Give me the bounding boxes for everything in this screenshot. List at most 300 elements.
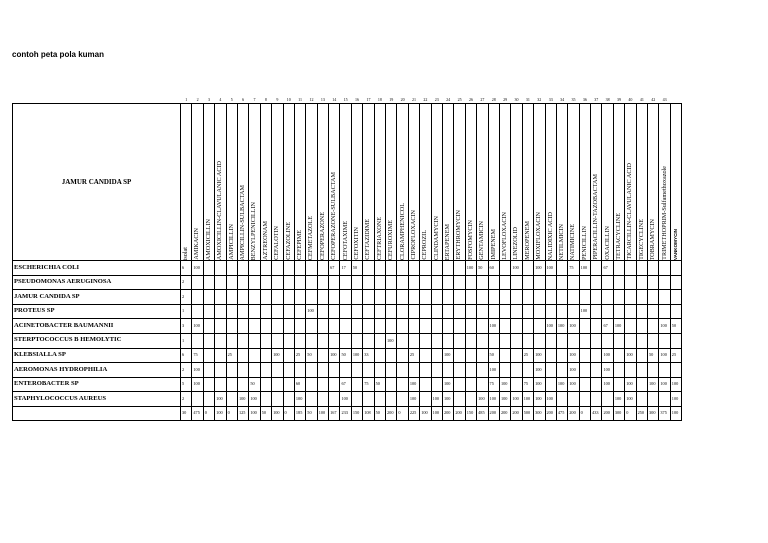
column-header [420,104,431,261]
total-cell: 125 [237,406,248,420]
susceptibility-cell [215,333,226,348]
susceptibility-cell: 100 [534,363,545,378]
column-header-label: AMPICILLIN-SULBACTAM [239,184,247,260]
total-cell: 200 [499,406,510,420]
total-cell: 50 [306,406,317,420]
susceptibility-cell [340,304,351,319]
susceptibility-cell [556,363,567,378]
column-header [659,104,670,261]
susceptibility-cell: 100 [477,392,488,407]
susceptibility-cell [545,304,556,319]
susceptibility-cell [294,275,305,290]
susceptibility-cell [237,261,248,276]
table-row [13,275,682,290]
column-header [431,104,442,261]
susceptibility-cell [636,275,647,290]
susceptibility-cell [579,319,590,334]
susceptibility-cell: 67 [602,319,613,334]
column-header [272,104,283,261]
susceptibility-cell: 100 [192,261,203,276]
susceptibility-cell: 75 [568,261,579,276]
susceptibility-cell [465,290,476,305]
susceptibility-cell [534,304,545,319]
organism-name: ENTEROBACTER SP [13,377,181,392]
susceptibility-cell [329,304,340,319]
susceptibility-cell [249,290,260,305]
total-cell: 200 [386,406,397,420]
susceptibility-cell: 25 [522,348,533,363]
susceptibility-cell [351,304,362,319]
susceptibility-cell [511,290,522,305]
susceptibility-cell [317,261,328,276]
susceptibility-cell: 100 [613,319,624,334]
susceptibility-cell: 1 [181,304,192,319]
susceptibility-cell [397,377,408,392]
susceptibility-cell: 100 [579,304,590,319]
susceptibility-cell [465,363,476,378]
susceptibility-cell [477,363,488,378]
susceptibility-cell [272,319,283,334]
susceptibility-cell [317,348,328,363]
susceptibility-cell [363,275,374,290]
column-header-label: CEFTRIAXONE [375,217,383,260]
total-cell: 150 [465,406,476,420]
susceptibility-cell [340,275,351,290]
susceptibility-cell [420,261,431,276]
susceptibility-cell [283,377,294,392]
total-cell: 0 [283,406,294,420]
susceptibility-cell [613,261,624,276]
column-header-label: CEPROZIL [421,230,429,260]
total-cell: 185 [294,406,305,420]
susceptibility-cell [272,363,283,378]
susceptibility-cell [249,275,260,290]
susceptibility-cell: 100 [340,392,351,407]
susceptibility-cell: 75 [192,348,203,363]
susceptibility-cell: 100 [488,319,499,334]
total-cell: 0 [579,406,590,420]
susceptibility-cell [351,363,362,378]
susceptibility-cell [215,290,226,305]
susceptibility-cell [408,333,419,348]
susceptibility-cell [477,377,488,392]
susceptibility-cell [317,392,328,407]
susceptibility-cell [408,363,419,378]
susceptibility-cell [306,377,317,392]
total-cell: 300 [613,406,624,420]
column-header-label: LEVOFLOXACIN [501,212,509,260]
susceptibility-cell [648,290,659,305]
column-number: 42 [651,97,656,102]
column-header-label: MOXIFLOXACIN [535,212,543,260]
susceptibility-cell: 100 [625,377,636,392]
column-header-label: AMPICILLIN [227,224,235,260]
susceptibility-cell: 100 [511,261,522,276]
susceptibility-cell: 100 [568,319,579,334]
susceptibility-cell [192,304,203,319]
column-header-label: TETRACYCLINE [614,213,622,260]
susceptibility-cell [442,275,453,290]
susceptibility-cell [613,275,624,290]
susceptibility-cell: 100 [534,392,545,407]
susceptibility-cell [215,275,226,290]
column-number: 15 [343,97,348,102]
susceptibility-cell [226,290,237,305]
column-header [488,104,499,261]
column-number: 5 [230,97,233,102]
column-header-label: TOBRAMYCIN [649,218,657,260]
table-row [13,348,682,363]
column-header-label: AMIKACIN [193,228,201,260]
susceptibility-cell [340,319,351,334]
susceptibility-cell [625,275,636,290]
susceptibility-cell [591,333,602,348]
susceptibility-cell [454,275,465,290]
susceptibility-cell [613,290,624,305]
total-cell: 100 [420,406,431,420]
susceptibility-cell [591,275,602,290]
susceptibility-cell [556,304,567,319]
susceptibility-cell [226,304,237,319]
susceptibility-cell [556,275,567,290]
column-header [181,104,192,261]
totals-row [13,406,682,420]
column-header-label: CLORAMPHENICOL [398,202,406,260]
susceptibility-cell [260,363,271,378]
organism-name: STERPTOCOCCUS B HEMOLYTIC [13,333,181,348]
susceptibility-cell: 100 [237,392,248,407]
susceptibility-cell: 5 [181,377,192,392]
susceptibility-cell [226,392,237,407]
susceptibility-cell [648,363,659,378]
susceptibility-cell [363,290,374,305]
column-header [294,104,305,261]
susceptibility-cell [408,261,419,276]
susceptibility-cell [579,348,590,363]
susceptibility-cell [226,261,237,276]
total-cell: 475 [556,406,567,420]
susceptibility-cell [408,290,419,305]
susceptibility-cell [397,261,408,276]
susceptibility-cell [249,261,260,276]
susceptibility-cell [477,333,488,348]
susceptibility-cell: 2 [181,290,192,305]
susceptibility-cell [397,319,408,334]
susceptibility-cell [397,392,408,407]
susceptibility-cell [260,261,271,276]
susceptibility-cell: 100 [534,348,545,363]
column-header-label: FOSFOMYCIN [466,220,474,260]
susceptibility-cell [613,333,624,348]
susceptibility-cell [488,304,499,319]
susceptibility-cell [602,392,613,407]
susceptibility-cell [306,261,317,276]
susceptibility-cell [431,304,442,319]
susceptibility-cell [374,304,385,319]
susceptibility-cell [237,348,248,363]
susceptibility-cell [556,333,567,348]
susceptibility-cell [511,348,522,363]
table-row [13,304,682,319]
susceptibility-cell: 50 [249,377,260,392]
susceptibility-cell [636,319,647,334]
susceptibility-cell [237,275,248,290]
susceptibility-cell [670,290,681,305]
susceptibility-cell: 100 [442,392,453,407]
susceptibility-cell: 100 [602,348,613,363]
susceptibility-cell [294,333,305,348]
susceptibility-cell [249,319,260,334]
susceptibility-cell: 100 [602,363,613,378]
susceptibility-cell: 100 [659,319,670,334]
column-number: 37 [594,97,599,102]
susceptibility-cell [397,290,408,305]
column-header-label: IMIPENEM [489,229,497,260]
column-number: 31 [525,97,530,102]
column-header [192,104,203,261]
susceptibility-cell [625,261,636,276]
column-header [237,104,248,261]
organism-name: PROTEUS SP [13,304,181,319]
column-header-label: CEFTAZIDIME [364,219,372,260]
susceptibility-cell [237,319,248,334]
susceptibility-cell [431,348,442,363]
susceptibility-cell [294,363,305,378]
column-header-label: AMOXICILLIN-CLAVULANIC ACID [216,160,224,260]
susceptibility-cell [591,363,602,378]
susceptibility-cell [568,333,579,348]
column-number: 9 [276,97,279,102]
column-number: 22 [423,97,428,102]
susceptibility-cell [283,348,294,363]
table-row [13,290,682,305]
susceptibility-cell [591,348,602,363]
susceptibility-cell [522,319,533,334]
susceptibility-cell [556,392,567,407]
susceptibility-cell [522,304,533,319]
column-header-label: NETILMICIN [557,223,565,260]
susceptibility-cell [317,319,328,334]
total-cell: 200 [488,406,499,420]
susceptibility-cell [499,275,510,290]
column-header [545,104,556,261]
susceptibility-cell: 100 [568,363,579,378]
table-row [13,261,682,276]
susceptibility-cell [659,392,670,407]
susceptibility-cell [249,348,260,363]
susceptibility-cell [408,319,419,334]
susceptibility-cell [454,261,465,276]
susceptibility-cell [602,290,613,305]
total-cell: 50 [260,406,271,420]
column-header [648,104,659,261]
total-cell: 375 [659,406,670,420]
susceptibility-cell [226,377,237,392]
column-number: 40 [628,97,633,102]
susceptibility-cell [260,392,271,407]
susceptibility-cell [260,290,271,305]
antibiogram-table [12,92,682,421]
susceptibility-cell: 67 [602,261,613,276]
column-number-row [13,92,682,104]
susceptibility-cell [522,290,533,305]
susceptibility-cell [203,377,214,392]
column-header [556,104,567,261]
susceptibility-cell [465,333,476,348]
susceptibility-cell [260,333,271,348]
susceptibility-cell [556,348,567,363]
column-header-label: CEFUROXIME [387,219,395,260]
susceptibility-cell [670,275,681,290]
susceptibility-cell: 100 [556,377,567,392]
susceptibility-cell [602,304,613,319]
susceptibility-cell [363,363,374,378]
table-row [13,377,682,392]
susceptibility-cell [363,319,374,334]
susceptibility-cell: 1 [181,333,192,348]
susceptibility-cell: 100 [351,348,362,363]
column-header [363,104,374,261]
susceptibility-cell [591,290,602,305]
total-cell: 100 [272,406,283,420]
susceptibility-cell: 2 [181,392,192,407]
susceptibility-cell [442,290,453,305]
susceptibility-cell: 75 [522,377,533,392]
susceptibility-cell [260,377,271,392]
susceptibility-cell [237,290,248,305]
susceptibility-cell [329,333,340,348]
susceptibility-cell: 100 [648,377,659,392]
column-header-label: CEFALOTIN [273,226,281,260]
column-header-label: AMOXICILLIN [204,218,212,260]
column-header-label: PIPERACILLIN-TAZOBACTAM [592,174,600,260]
susceptibility-cell [431,363,442,378]
susceptibility-cell: 100 [625,392,636,407]
susceptibility-cell [488,290,499,305]
column-header-label: ERTAPENEM [444,223,452,260]
header-row [13,104,682,261]
susceptibility-cell: 100 [534,377,545,392]
total-cell: 150 [351,406,362,420]
susceptibility-cell: 100 [192,377,203,392]
susceptibility-cell [636,392,647,407]
susceptibility-cell [465,319,476,334]
susceptibility-cell [591,319,602,334]
susceptibility-cell [317,363,328,378]
susceptibility-cell [522,275,533,290]
susceptibility-cell: 60 [294,377,305,392]
table-row [13,392,682,407]
susceptibility-cell [477,290,488,305]
susceptibility-cell [511,333,522,348]
organism-name: ACINETOBACTER BAUMANNII [13,319,181,334]
susceptibility-cell [386,363,397,378]
susceptibility-cell [488,333,499,348]
susceptibility-cell [591,377,602,392]
susceptibility-cell [306,363,317,378]
susceptibility-cell [522,333,533,348]
susceptibility-cell [203,348,214,363]
susceptibility-cell [249,304,260,319]
column-number: 29 [503,97,508,102]
susceptibility-cell [317,275,328,290]
susceptibility-cell: 100 [386,333,397,348]
susceptibility-cell: 100 [545,392,556,407]
susceptibility-cell [648,333,659,348]
susceptibility-cell [420,319,431,334]
susceptibility-cell [260,348,271,363]
susceptibility-cell [272,290,283,305]
susceptibility-cell [351,333,362,348]
column-header [636,104,647,261]
susceptibility-cell: 100 [545,319,556,334]
total-cell: 100 [431,406,442,420]
column-header-label: TICARCILLIN-CLAVULANIC ACID [626,163,634,260]
susceptibility-cell [386,275,397,290]
column-header [249,104,260,261]
susceptibility-cell [499,261,510,276]
susceptibility-cell [283,363,294,378]
susceptibility-cell [613,363,624,378]
susceptibility-cell: 100 [408,377,419,392]
susceptibility-cell [602,275,613,290]
susceptibility-cell [659,261,670,276]
susceptibility-cell [317,333,328,348]
susceptibility-cell [556,261,567,276]
susceptibility-cell [329,319,340,334]
column-number: 33 [548,97,553,102]
susceptibility-cell: 100 [659,377,670,392]
column-number: 17 [366,97,371,102]
column-number: 20 [400,97,405,102]
susceptibility-cell [670,333,681,348]
column-header-label: CEFMETAZOLE [307,215,315,260]
susceptibility-cell [363,261,374,276]
susceptibility-cell: 100 [249,392,260,407]
susceptibility-cell [397,304,408,319]
column-number: 43 [662,97,667,102]
susceptibility-cell [306,275,317,290]
susceptibility-cell [477,275,488,290]
susceptibility-cell: 100 [625,348,636,363]
column-number: 23 [434,97,439,102]
column-header [511,104,522,261]
column-header [260,104,271,261]
susceptibility-cell [534,275,545,290]
susceptibility-cell [545,348,556,363]
susceptibility-cell: 100 [306,304,317,319]
susceptibility-cell [420,377,431,392]
susceptibility-cell [420,333,431,348]
susceptibility-cell [465,275,476,290]
susceptibility-cell [351,290,362,305]
column-header-label: isolat [182,246,190,260]
susceptibility-cell: 75 [363,377,374,392]
susceptibility-cell [534,319,545,334]
column-header-label: LINEZOLID [512,227,520,260]
susceptibility-cell [363,392,374,407]
susceptibility-cell [386,261,397,276]
susceptibility-cell: 100 [670,377,681,392]
susceptibility-cell [374,333,385,348]
column-header [534,104,545,261]
column-header [317,104,328,261]
susceptibility-cell [602,333,613,348]
column-header-label: CEFOTAXIME [341,220,349,260]
susceptibility-cell [374,290,385,305]
column-header-label: NALIDIXIC ACID [546,211,554,260]
column-number: 38 [605,97,610,102]
